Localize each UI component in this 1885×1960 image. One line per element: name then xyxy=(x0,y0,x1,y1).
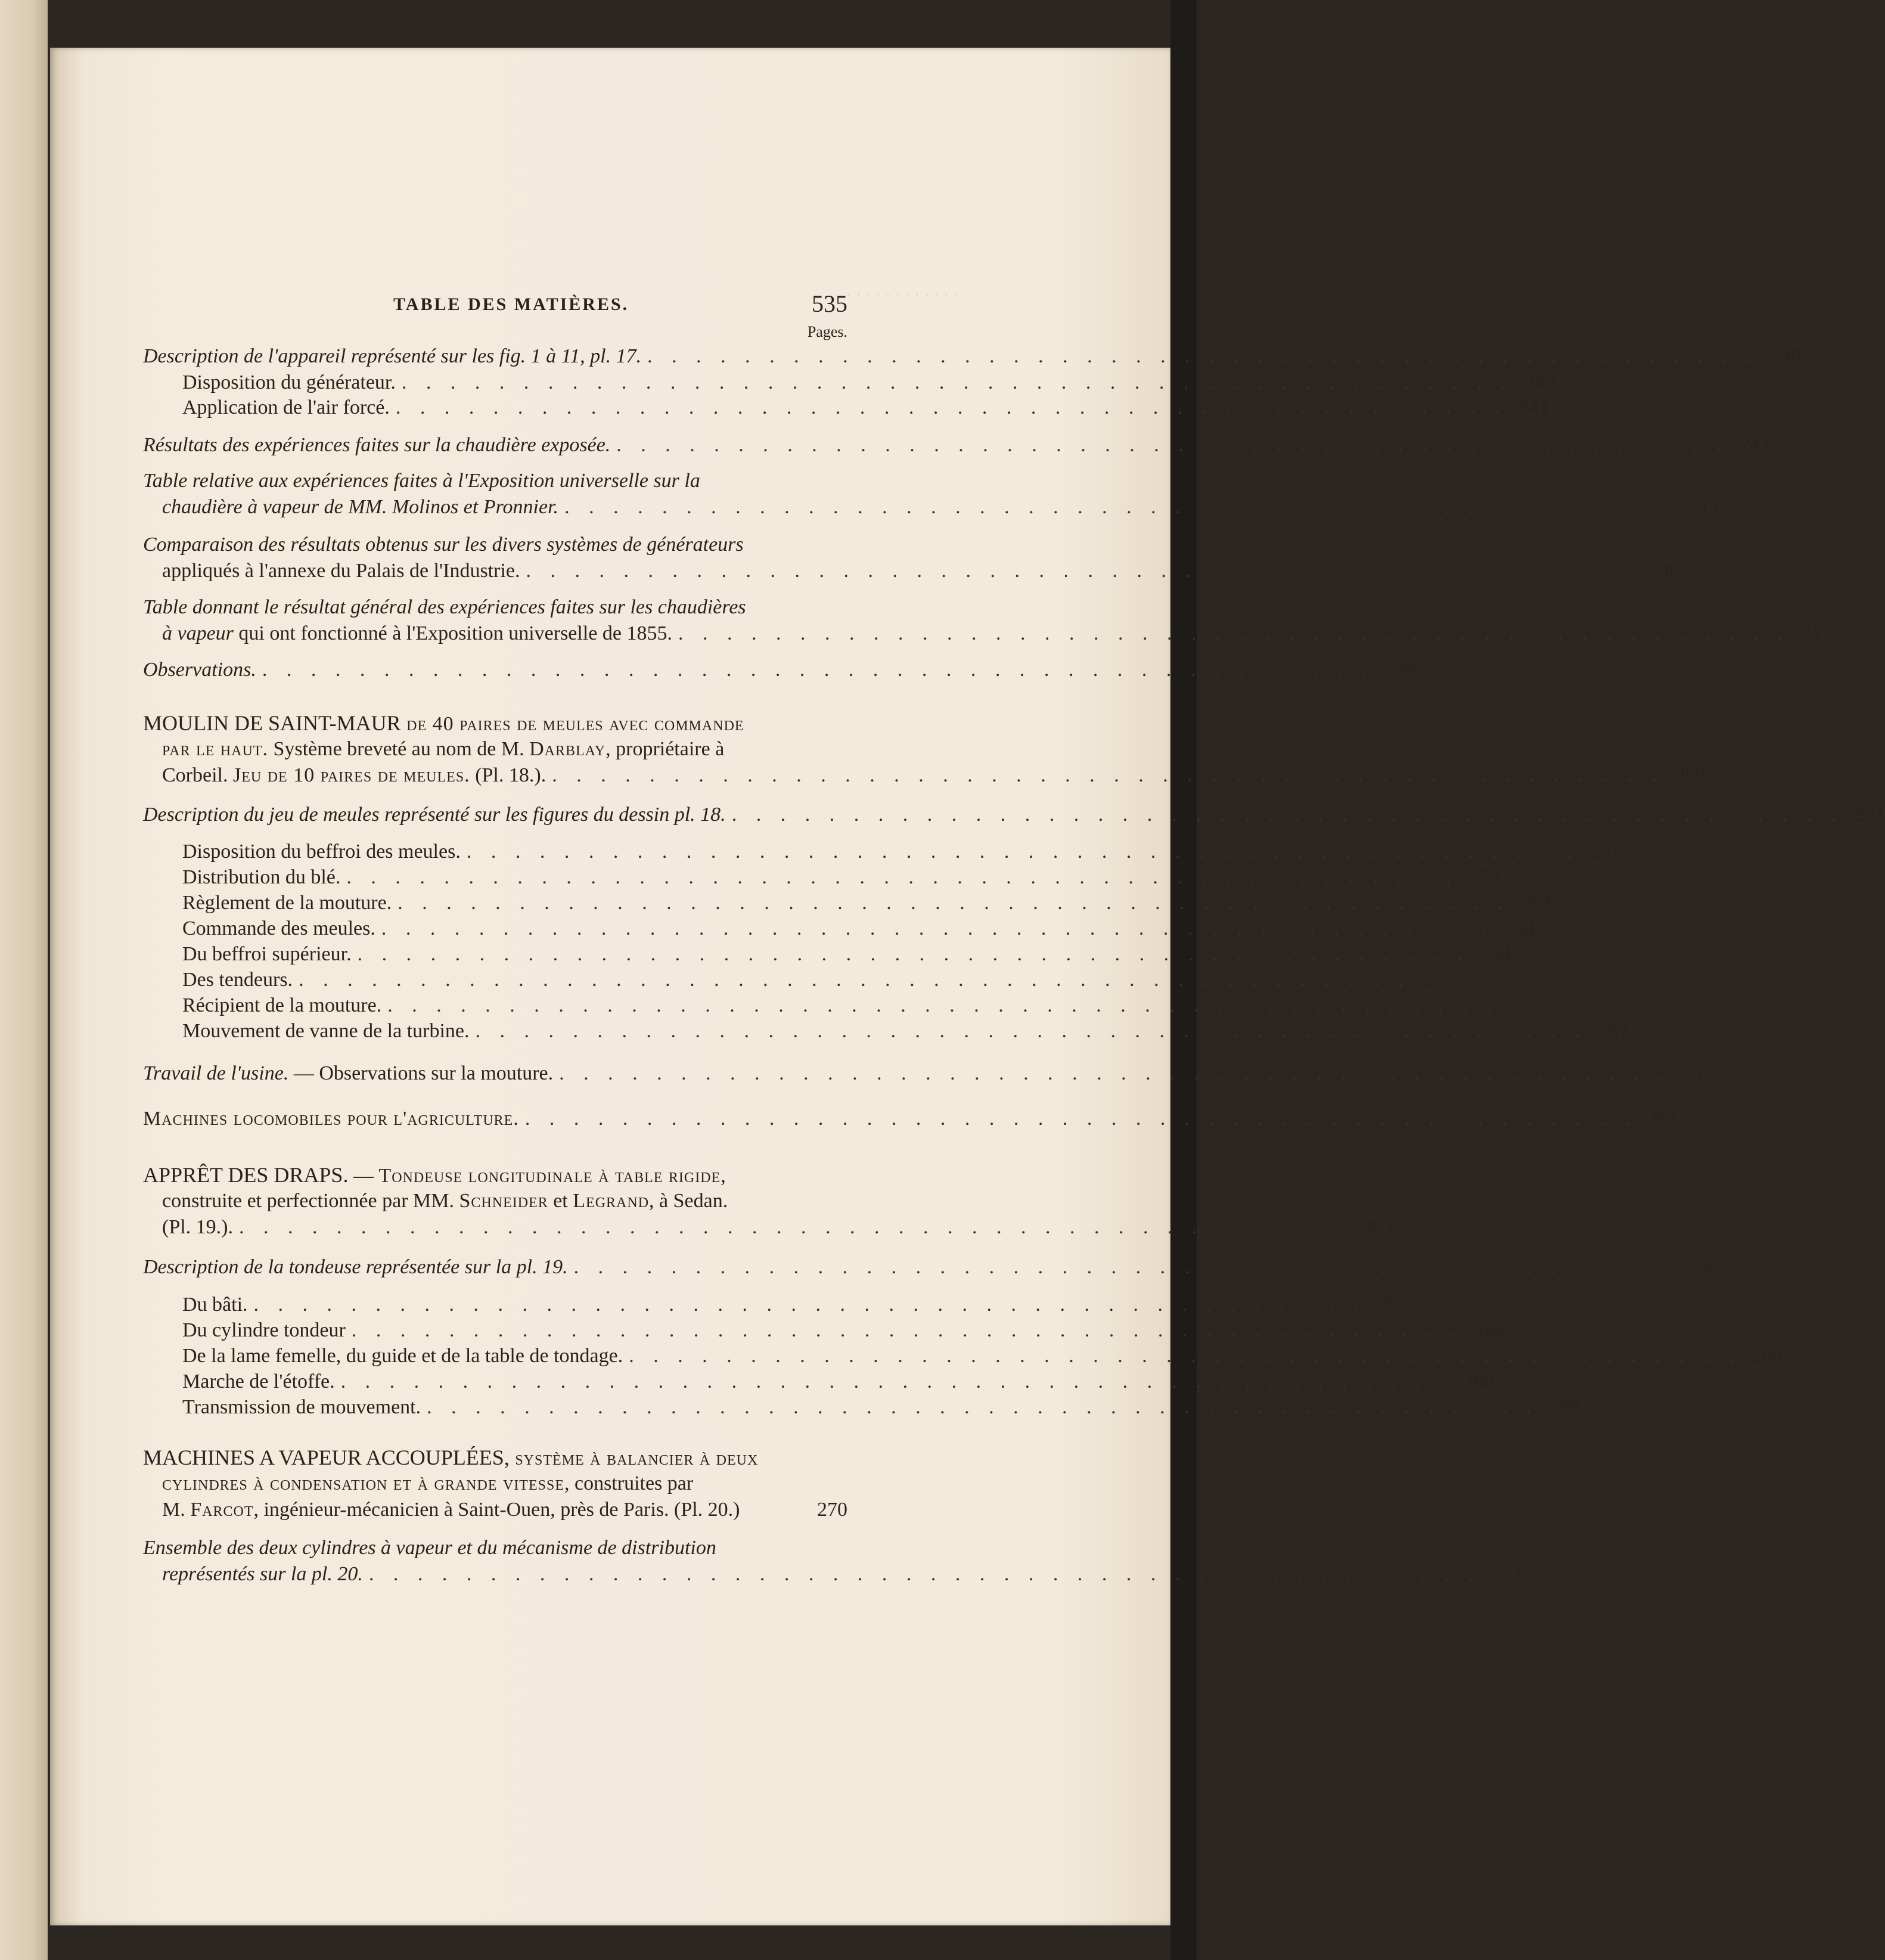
toc-entry: Observations. . . . . . . . . . . . . . . . . . . . . . . . . . . . . . . . . . . . . . . . . . . . . . . 249 xyxy=(143,659,1416,681)
toc-entry-line: Table relative aux expériences faites à l'Exposition universelle sur la xyxy=(143,470,700,492)
toc-entry-line: Table donnant le résultat général des expériences faites sur les chaudières xyxy=(143,596,746,618)
toc-entry: à vapeur qui ont fonctionné à l'Exposition universelle de 1855. . . . . . . . . . . . . . . . . . . . . . . . . . . . . . . . . . . . . . . . . . . . . . . 247 xyxy=(162,622,1832,644)
toc-entry: appliqués à l'annexe du Palais de l'Industrie. . . . . . . . . . . . . . . . . . . . . . . . . . . . . . . . . . . . . . . . . . . . . . . 246 xyxy=(162,560,1679,582)
page-ref: 239 xyxy=(1770,345,1801,367)
leader-dots: . . . . . . . . . . . . . . . . . . . . . . . . . . . . . . . . . . . . . . . . . . . . . . xyxy=(647,345,1759,367)
show-through: · · · · · · · · · · · · xyxy=(846,286,959,305)
toc-entry: Corbeil. Jeu de 10 paires de meules. (Pl. 18.). . . . . . . . . . . . . . . . . . . . . . . . . . . . . . . . . . . . . . . . . . . . . . . 250 xyxy=(162,764,1706,786)
toc-entry: Du bâti. . . . . . . . . . . . . . . . . . . . . . . . . . . . . . . . . . . . . . . . . . . . . . . 265 xyxy=(182,1294,1408,1316)
toc-entry: Description de l'appareil représenté sur les fig. 1 à 11, pl. 17. . . . . . . . . . . . . . . . . . . . . . . . . . . . . . . . . . . . . . . . . . . . . . . 239 xyxy=(143,344,847,369)
section-heading: APPRÊT DES DRAPS. — Tondeuse longitudinale à table rigide, xyxy=(143,1163,726,1187)
toc-entry: (Pl. 19.). . . . . . . . . . . . . . . . . . . . . . . . . . . . . . . . . . . . . . . . . . . . . . . 263 xyxy=(162,1216,1393,1238)
page-title: TABLE DES MATIÈRES. xyxy=(393,294,629,314)
toc-entry: Résultats des expériences faites sur la chaudière exposée. . . . . . . . . . . . . . . . . . . . . . . . . . . . . . . . . . . . . . . . . . . . . . . 242 xyxy=(143,434,1770,456)
toc-entry-line: construite et perfectionnée par MM. Schneider et Legrand, à Sedan. xyxy=(162,1190,728,1212)
toc-entry-line: Ensemble des deux cylindres à vapeur et du mécanisme de distribution xyxy=(143,1537,716,1559)
toc-entry-line: cylindres à condensation et à grande vitesse, construites par xyxy=(162,1472,694,1494)
section-heading: MACHINES A VAPEUR ACCOUPLÉES, système à balancier à deux xyxy=(143,1446,759,1469)
toc-entry: représentés sur la pl. 20. . . . . . . . . . . . . . . . . . . . . . . . . . . . . . . . . . . . . . . . . . . . . . . 272 xyxy=(162,1563,1523,1585)
toc-entry-line: Comparaison des résultats obtenus sur les divers systèmes de générateurs xyxy=(143,534,744,556)
toc-entry: chaudière à vapeur de MM. Molinos et Pronnier. . . . . . . . . . . . . . . . . . . . . . . . . . . . . . . . . . . . . . . . . . . . . . . 243 xyxy=(162,496,1718,518)
toc-entry: Mouvement de vanne de la turbine. . . . . . . . . . . . . . . . . . . . . . . . . . . . . . . . . . . . . . . . . . . . . . . 257 xyxy=(182,1020,1629,1042)
toc-entry: Du cylindre tondeur . . . . . . . . . . . . . . . . . . . . . . . . . . . . . . . . . . . . . . . . . . . . . . 265 xyxy=(182,1319,1505,1341)
toc-entry: Disposition du générateur. . . . . . . . . . . . . . . . . . . . . . . . . . . . . . . . . . . . . . . . . . . . . . . 240 xyxy=(182,371,1555,393)
toc-entry: M. Farcot, ingénieur-mécanicien à Saint-Ouen, près de Paris. (Pl. 20.) 270 xyxy=(162,1499,847,1521)
pages-column-label: Pages. xyxy=(807,323,847,340)
toc-entry: Travail de l'usine. — Observations sur la mouture. . . . . . . . . . . . . . . . . . . . . . . . . . . . . . . . . . . . . . . . . . . . . . . 257 xyxy=(143,1062,1713,1084)
toc-entry: Description de la tondeuse représentée sur la pl. 19. . . . . . . . . . . . . . . . . . . . . . . . . . . . . . . . . . . . . . . . . . . . . . . 265 xyxy=(143,1256,1728,1278)
page-header xyxy=(143,292,847,322)
left-page-edge xyxy=(0,0,48,1960)
toc-entry: Récipient de la mouture. . . . . . . . . . . . . . . . . . . . . . . . . . . . . . . . . . . . . . . . . . . . . . . 255 xyxy=(182,994,1541,1016)
section-heading: MOULIN DE SAINT-MAUR de 40 paires de meules avec commande xyxy=(143,711,744,735)
toc-entry: Transmission de mouvement. . . . . . . . . . . . . . . . . . . . . . . . . . . . . . . . . . . . . . . . . . . . . . . 268 xyxy=(182,1396,1580,1418)
toc-entry: Commande des meules. . . . . . . . . . . . . . . . . . . . . . . . . . . . . . . . . . . . . . . . . . . . . . . 254 xyxy=(182,917,1535,939)
toc-entry: Disposition du beffroi des meules. . . . . . . . . . . . . . . . . . . . . . . . . . . . . . . . . . . . . . . . . . . . . . . 251 xyxy=(182,841,1620,863)
toc-entry: Règlement de la mouture. . . . . . . . . . . . . . . . . . . . . . . . . . . . . . . . . . . . . . . . . . . . . . . 253 xyxy=(182,892,1551,914)
toc-entry: Du beffroi supérieur. . . . . . . . . . . . . . . . . . . . . . . . . . . . . . . . . . . . . . . . . . . . . . . 254 xyxy=(182,943,1511,965)
page-number: 535 xyxy=(812,290,847,317)
toc-entry: De la lame femelle, du guide et de la table de tondage. . . . . . . . . . . . . . . . . . . . . . . . . . . . . . . . . . . . . . . . . . . . . . . 266 xyxy=(182,1345,1782,1367)
toc-entry: Des tendeurs. . . . . . . . . . . . . . . . . . . . . . . . . . . . . . . . . . . . . . . . . . . . . . . 255 xyxy=(182,969,1452,991)
toc-entry: Description du jeu de meules représenté sur les figures du dessin pl. 18. . . . . . . . . . . . . . . . . . . . . . . . . . . . . . . . . . . . . . . . . . . . . . . 251 xyxy=(143,804,1885,826)
toc-entry: Marche de l'étoffe. . . . . . . . . . . . . . . . . . . . . . . . . . . . . . . . . . . . . . . . . . . . . . . 268 xyxy=(182,1370,1495,1393)
toc-entry: Machines locomobiles pour l'agriculture. . . . . . . . . . . . . . . . . . . . . . . . . . . . . . . . . . . . . . . . . . . . . . . 261 xyxy=(143,1108,1679,1130)
toc-entry-line: par le haut. Système breveté au nom de M. Darblay, propriétaire à xyxy=(162,738,725,760)
toc-entry: Distribution du blé. . . . . . . . . . . . . . . . . . . . . . . . . . . . . . . . . . . . . . . . . . . . . . . 253 xyxy=(182,866,1500,888)
toc-entry: Application de l'air forcé. . . . . . . . . . . . . . . . . . . . . . . . . . . . . . . . . . . . . . . . . . . . . . . 241 xyxy=(182,396,1549,418)
